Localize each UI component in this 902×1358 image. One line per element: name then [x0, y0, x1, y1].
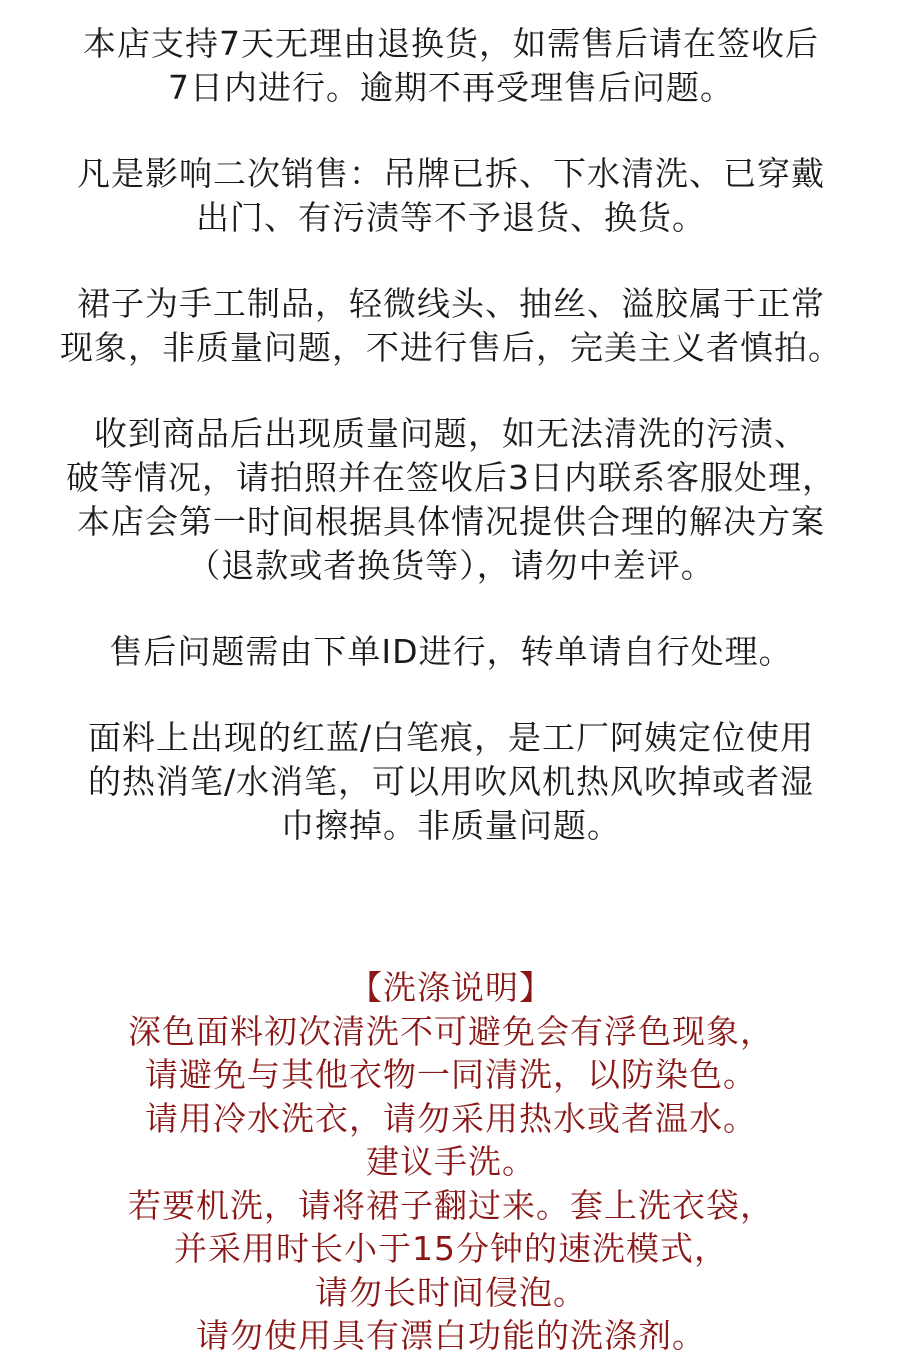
handmade-notice-paragraph	[0, 282, 902, 370]
washing-line: 请避免与其他衣物一同清洗，以防染色。	[145, 1055, 757, 1094]
pen-marks-paragraph	[0, 716, 902, 848]
policy-line: 本店会第一时间根据具体情况提供合理的解决方案	[77, 502, 825, 541]
washing-line: 若要机洗，请将裙子翻过来。套上洗衣袋，	[128, 1185, 774, 1225]
policy-line: 面料上出现的红蓝/白笔痕，是工厂阿姨定位使用	[87, 718, 815, 757]
policy-line: 收到商品后出现质量问题，如无法清洗的污渍、	[94, 414, 808, 453]
policy-line: 出门、有污渍等不予退货、换货。	[196, 198, 706, 237]
policy-line: 破等情况，请拍照并在签收后3日内联系客服处理，	[66, 458, 836, 497]
no-return-conditions-paragraph	[0, 152, 902, 240]
quality-issue-paragraph	[0, 412, 902, 588]
policy-line: 本店支持7天无理由退换货，如需售后请在签收后	[83, 24, 819, 63]
washing-instructions-title: 【洗涤说明】	[349, 968, 553, 1007]
washing-line: 建议手洗。	[366, 1142, 536, 1181]
washing-instructions	[0, 966, 902, 1358]
policy-line: 7日内进行。逾期不再受理售后问题。	[168, 68, 734, 107]
policy-line: 的热消笔/水消笔，可以用吹风机热风吹掉或者湿	[87, 762, 815, 801]
policy-line: 凡是影响二次销售：吊牌已拆、下水清洗、已穿戴	[77, 154, 825, 193]
policy-line: （退款或者换货等），请勿中差评。	[187, 546, 715, 585]
washing-line: 并采用时长小于15分钟的速洗模式，	[174, 1229, 728, 1268]
return-policy-paragraph	[0, 22, 902, 110]
washing-line: 请用冷水洗衣，请勿采用热水或者温水。	[145, 1098, 757, 1138]
order-id-paragraph	[0, 630, 902, 674]
washing-line: 请勿使用具有漂白功能的洗涤剂。	[196, 1316, 706, 1355]
washing-line: 深色面料初次清洗不可避免会有浮色现象，	[128, 1011, 774, 1051]
policy-line: 售后问题需由下单ID进行，转单请自行处理。	[109, 632, 793, 671]
washing-line: 请勿长时间侵泡。	[315, 1272, 587, 1312]
policy-line: 裙子为手工制品，轻微线头、抽丝、溢胶属于正常	[77, 284, 825, 323]
policy-line: 巾擦掉。非质量问题。	[281, 806, 621, 845]
policy-line: 现象，非质量问题，不进行售后，完美主义者慎拍。	[60, 328, 842, 367]
